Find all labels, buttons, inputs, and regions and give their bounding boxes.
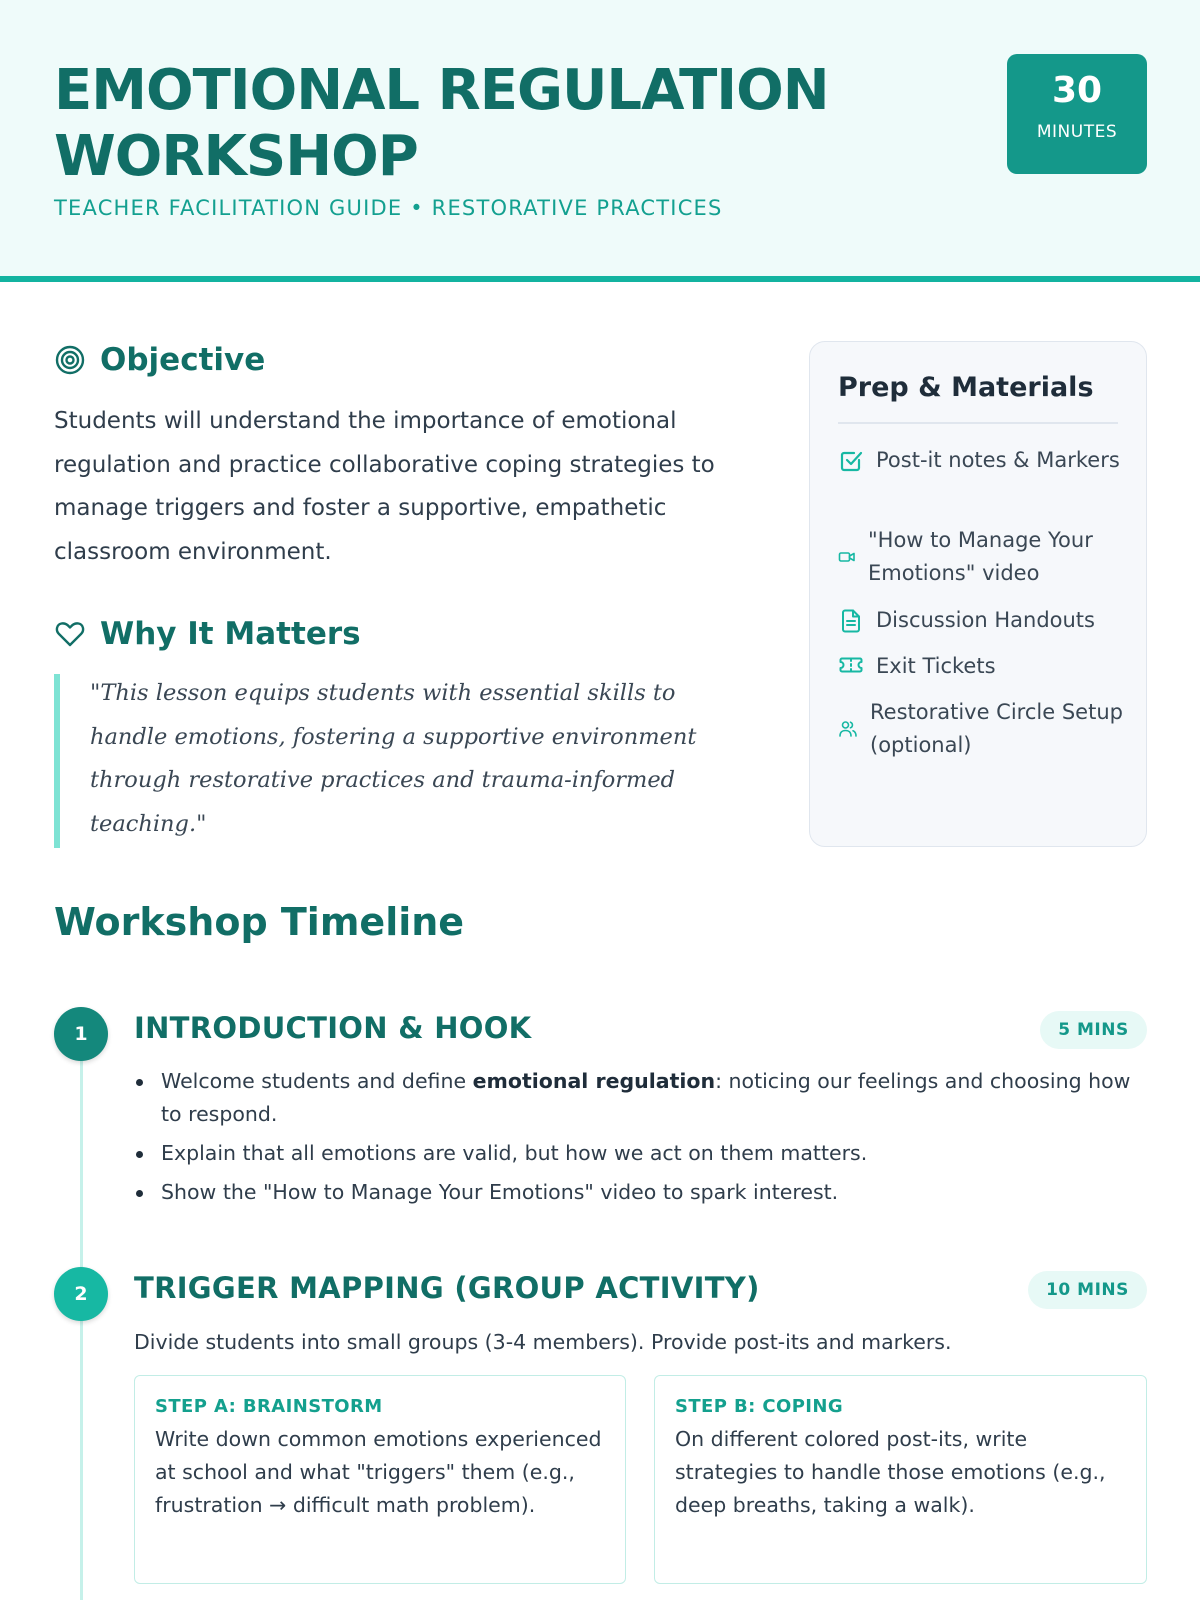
why-heading: Why It Matters — [100, 616, 361, 652]
prep-item-label: "How to Manage Your Emotions" video — [868, 528, 1093, 585]
prep-item-label: Post-it notes & Markers — [876, 448, 1120, 472]
prep-item — [838, 444, 1128, 477]
duration-value: 30 — [1051, 70, 1103, 111]
prep-item-label: Discussion Handouts — [876, 608, 1095, 632]
step-duration: 10 MINS — [1028, 1271, 1147, 1309]
list-item — [134, 1065, 1134, 1131]
step-card-label: STEP B: COPING — [675, 1396, 844, 1417]
why-quote-text: "This lesson equips students with essential skills to handle emotions, fostering a supportive environment through restorative practices and trauma-informed teaching." — [90, 680, 697, 837]
step-card-coping — [654, 1375, 1147, 1584]
prep-heading: Prep & Materials — [838, 372, 1094, 403]
step-1-bullet-list — [134, 1065, 1134, 1215]
document-icon — [838, 608, 864, 634]
bullet-text-post: : noticing our feelings and choosing how to respond. — [161, 1069, 1131, 1126]
step-title: TRIGGER MAPPING (GROUP ACTIVITY) — [134, 1271, 760, 1305]
duration-badge — [1007, 54, 1147, 174]
step-card-text: Write down common emotions experienced at school and what "triggers" them (e.g., frustration → difficult math problem). — [155, 1427, 602, 1517]
objective-heading-row — [54, 342, 265, 378]
prep-item — [838, 604, 1128, 637]
page-title — [54, 58, 934, 190]
bullet-text-pre: Welcome students and define — [161, 1069, 473, 1093]
duration-unit: MINUTES — [1036, 122, 1118, 142]
title-line-1: EMOTIONAL REGULATION — [54, 58, 829, 123]
step-number-badge: 2 — [54, 1267, 108, 1321]
page-header — [0, 0, 1200, 282]
video-icon — [838, 548, 856, 566]
step-card-label: STEP A: BRAINSTORM — [155, 1396, 383, 1417]
page-subtitle: TEACHER FACILITATION GUIDE • RESTORATIVE PRACTICES — [54, 196, 723, 220]
prep-divider — [838, 422, 1118, 424]
title-line-2: WORKSHOP — [54, 124, 418, 189]
why-quote — [54, 674, 744, 848]
why-heading-row — [54, 616, 361, 652]
target-icon — [54, 344, 86, 376]
checkbox-icon — [838, 448, 864, 474]
step-title: INTRODUCTION & HOOK — [134, 1011, 532, 1045]
step-card-brainstorm — [134, 1375, 626, 1584]
step-number-badge: 1 — [54, 1007, 108, 1061]
step-card-text: On different colored post-its, write strategies to handle those emotions (e.g., deep breaths, taking a walk). — [675, 1427, 1106, 1517]
prep-item-label: Exit Tickets — [876, 654, 996, 678]
prep-item — [838, 524, 1128, 590]
users-icon — [838, 719, 858, 739]
objective-heading: Objective — [100, 342, 266, 378]
heart-icon — [54, 618, 86, 650]
prep-item-label: Restorative Circle Setup (optional) — [870, 700, 1123, 757]
step-description: Divide students into small groups (3-4 members). Provide post-its and markers. — [134, 1330, 952, 1354]
objective-text: Students will understand the importance of emotional regulation and practice collaborative coping strategies to manage triggers and foster a supportive, empathetic classroom environment. — [54, 408, 715, 565]
list-item: Explain that all emotions are valid, but how we act on them matters. — [134, 1137, 1134, 1170]
ticket-icon — [838, 654, 864, 680]
prep-item — [838, 650, 1128, 683]
prep-materials-card — [809, 341, 1147, 847]
list-item: Show the "How to Manage Your Emotions" video to spark interest. — [134, 1176, 1134, 1209]
bullet-text-bold: emotional regulation — [472, 1069, 716, 1093]
prep-item — [838, 696, 1128, 762]
timeline-heading: Workshop Timeline — [54, 900, 465, 944]
step-duration: 5 MINS — [1040, 1011, 1147, 1049]
